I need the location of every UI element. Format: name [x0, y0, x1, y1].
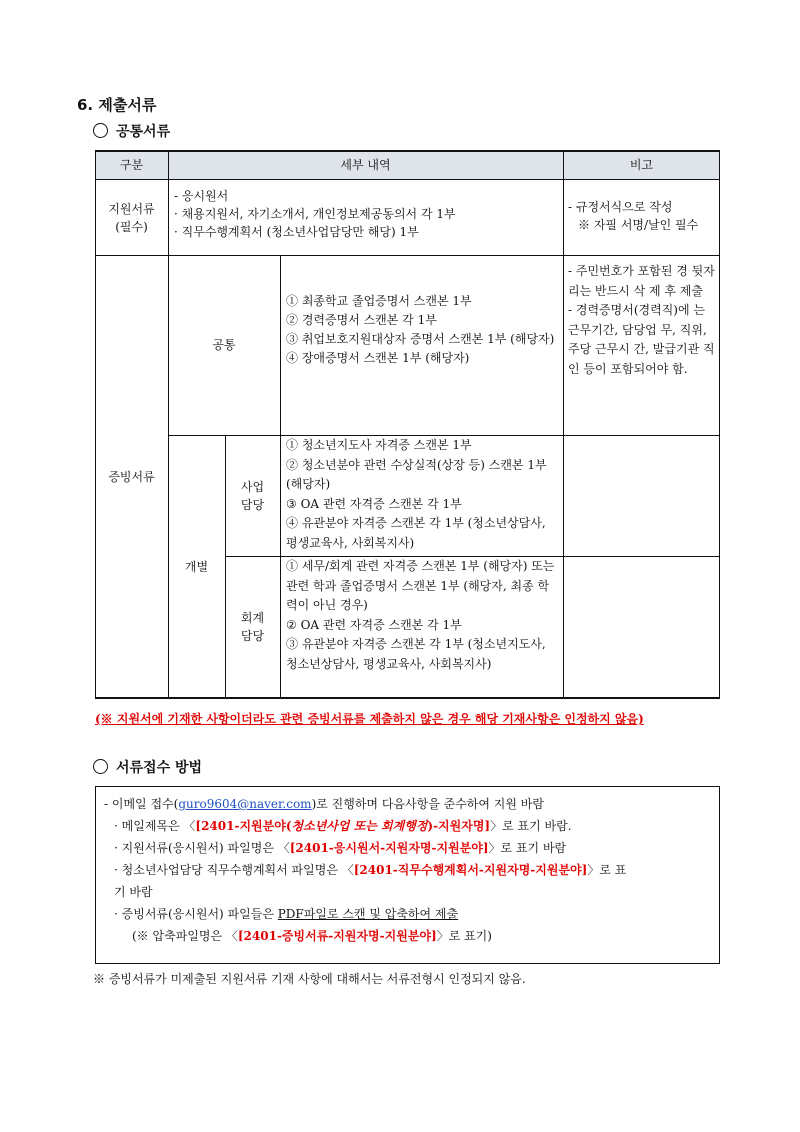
text: 〉로 표기 바람 [488, 841, 567, 855]
method-box [95, 786, 720, 964]
table-border [168, 435, 720, 436]
text: )로 진행하며 다음사항을 준수하여 지원 바람 [311, 797, 544, 811]
header-category: 구분 [95, 150, 168, 180]
list-item: ① 최종학교 졸업증명서 스캔본 1부 [286, 294, 472, 308]
label-line: 담당 [240, 629, 265, 643]
list-item: ③ OA 관련 자격증 스캔본 각 1부 [286, 496, 462, 511]
individual-label: 개별 [184, 559, 209, 574]
biz-label [225, 435, 280, 556]
list-item: ② 경력증명서 스캔본 각 1부 [286, 313, 437, 327]
table-border [225, 556, 720, 557]
subsection-method-label: 서류접수 방법 [116, 760, 203, 776]
text: [2401-지원분야( [195, 819, 292, 833]
note-line: - 규정서식으로 작성 [568, 200, 673, 214]
table-border [95, 255, 720, 256]
list-item: ④ 유관분야 자격증 스캔본 각 1부 (청소년상담사, 평생교육사, 사회복지사) [286, 516, 546, 550]
label-line: 사업 [240, 479, 265, 494]
table-border [168, 150, 169, 699]
filename-format: [2401-응시원서-지원자명-지원분야] [289, 841, 489, 855]
common-note [568, 262, 718, 432]
text: 〉로 표기 바람. [490, 819, 572, 833]
list-item: ② 청소년분야 관련 수상실적(상장 등) 스캔본 1부 (해당자) [286, 457, 547, 491]
mail-subject-format [195, 819, 490, 833]
filename-format: [2401-직무수행계획서-지원자명-지원분야] [353, 863, 588, 877]
table-border [719, 150, 720, 699]
method-line [104, 925, 711, 947]
method-line [104, 903, 711, 925]
biz-items [286, 436, 558, 554]
common-items [286, 292, 558, 432]
section-title: 6. 제출서류 [77, 96, 157, 114]
label-line: 담당 [240, 497, 265, 512]
text: 〉로 표기) [436, 929, 492, 943]
warning-note: (※ 지원서에 기재한 사항이더라도 관련 증빙서류를 제출하지 않은 경우 해당 기재사항은 인정하지 않음) [95, 712, 644, 726]
list-item: ① 세무/회계 관련 자격증 스캔본 1부 (해당자) 또는 관련 학과 졸업증명서 스캔본 1부 (해당자, 최종 학력이 아닌 경우) [286, 559, 555, 612]
text: 청소년사업 또는 회계행정 [291, 819, 428, 833]
circle-bullet-icon [93, 759, 108, 774]
text: (※ 압축파일명은 〈 [132, 929, 238, 943]
list-item: ① 청소년지도사 자격증 스캔본 1부 [286, 438, 472, 452]
method-line [104, 859, 711, 881]
text: - 이메일 접수( [104, 797, 179, 811]
category-line: 지원서류 [108, 201, 155, 216]
note-line: - 주민번호가 포함된 경 뒷자리는 반드시 삭 제 후 제출 [568, 264, 715, 298]
label-line: 회계 [240, 611, 265, 625]
acct-label [225, 556, 280, 698]
text: · 증빙서류(응시원서) 파일들은 [114, 907, 278, 921]
method-line: 기 바람 [114, 885, 153, 899]
text: · 지원서류(응시원서) 파일명은 〈 [114, 841, 290, 855]
method-line [104, 837, 711, 859]
table-border [95, 179, 720, 180]
row-proof-category: 증빙서류 [108, 469, 155, 484]
row-application-items [174, 187, 560, 253]
table-border [95, 150, 720, 152]
circle-bullet-icon [93, 123, 108, 138]
note-line: ※ 자필 서명/날인 필수 [578, 218, 699, 232]
text: )-지원자명] [427, 819, 491, 833]
acct-items [286, 557, 558, 697]
subsection-method [93, 757, 202, 777]
text: · 메일제목은 〈 [114, 819, 196, 833]
text: PDF파일로 스캔 및 압축하여 제출 [277, 907, 459, 921]
email-link[interactable]: guro9604@naver.com [178, 797, 312, 811]
list-item: ② OA 관련 자격증 스캔본 각 1부 [286, 617, 462, 632]
table-border [225, 435, 226, 699]
text: 〉로 표 [587, 863, 627, 877]
header-details: 세부 내역 [168, 150, 563, 180]
row-application-category [95, 180, 168, 255]
table-border [280, 255, 281, 699]
method-line [104, 793, 711, 815]
list-item: · 직무수행계획서 (청소년사업담당만 해당) 1부 [174, 225, 419, 239]
list-item: ④ 장애증명서 스캔본 1부 (해당자) [286, 351, 470, 365]
method-line [104, 815, 711, 837]
table-border [95, 150, 96, 699]
list-item: - 응시원서 [174, 189, 229, 203]
filename-format: [2401-증빙서류-지원자명-지원분야] [237, 929, 437, 943]
list-item: ③ 유관분야 자격증 스캔본 각 1부 (청소년지도사, 청소년상담사, 평생교육사, 사회복지사) [286, 637, 546, 671]
note-line: - 경력증명서(경력직)에 는 근무기간, 담당업 무, 직위, 주당 근무시 간, 발급기관 직인 등이 포함되어야 함. [568, 303, 715, 376]
category-line: (필수) [115, 219, 148, 234]
row-application-note [568, 198, 718, 248]
text: · 청소년사업담당 직무수행계획서 파일명은 〈 [114, 863, 354, 877]
table-border [95, 697, 720, 699]
common-label: 공통 [212, 338, 236, 352]
list-item: · 채용지원서, 자기소개서, 개인정보제공동의서 각 1부 [174, 207, 456, 221]
subsection-common-label: 공통서류 [116, 124, 171, 140]
table-border [563, 150, 564, 699]
subsection-common-documents [93, 121, 170, 141]
header-remarks: 비고 [563, 150, 720, 180]
footnote: ※ 증빙서류가 미제출된 지원서류 기재 사항에 대해서는 서류전형시 인정되지 않음. [93, 972, 526, 986]
list-item: ③ 취업보호지원대상자 증명서 스캔본 1부 (해당자) [286, 332, 555, 346]
